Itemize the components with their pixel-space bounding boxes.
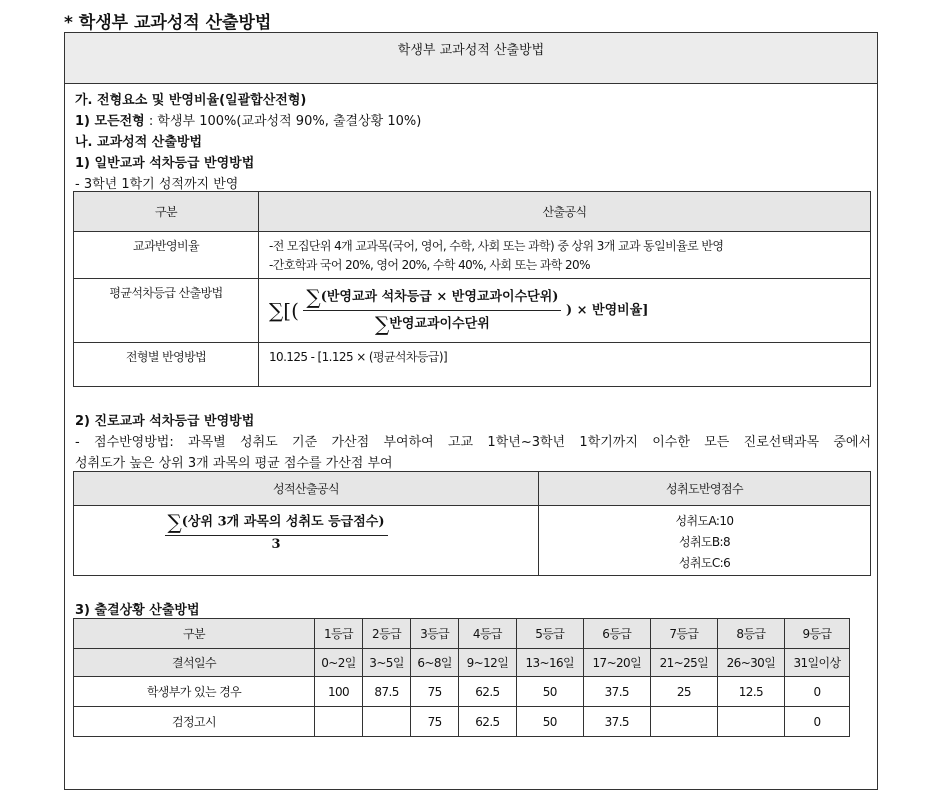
score-cell: 75 bbox=[411, 677, 459, 707]
career-fraction bbox=[165, 510, 388, 552]
attendance-table bbox=[73, 618, 850, 737]
frame-header: 학생부 교과성적 산출방법 bbox=[65, 33, 877, 84]
absence-days: 26~30일 bbox=[717, 649, 784, 677]
avg-grade-denominator bbox=[303, 311, 561, 336]
absence-days: 6~8일 bbox=[411, 649, 459, 677]
absence-days: 21~25일 bbox=[650, 649, 717, 677]
career-formula bbox=[74, 506, 539, 576]
all-admission-line bbox=[75, 110, 421, 129]
score-cell: 0 bbox=[784, 677, 849, 707]
table1-header-category: 구분 bbox=[74, 192, 259, 232]
grade-header: 4등급 bbox=[459, 619, 517, 649]
table1-avg-label: 평균석차등급 산출방법 bbox=[74, 279, 259, 343]
table1-method-label: 전형별 반영방법 bbox=[74, 343, 259, 387]
absence-days: 9~12일 bbox=[459, 649, 517, 677]
grade-header: 9등급 bbox=[784, 619, 849, 649]
career-subject-note-2: 성취도가 높은 상위 3개 과목의 평균 점수를 가산점 부여 bbox=[75, 456, 393, 471]
content-frame bbox=[64, 32, 878, 790]
score-cell: 50 bbox=[516, 677, 583, 707]
avg-grade-numerator bbox=[303, 285, 561, 311]
score-cell: 50 bbox=[516, 707, 583, 737]
section-a-title: 가. 전형요소 및 반영비율(일괄합산전형) bbox=[75, 93, 307, 108]
table-row bbox=[74, 707, 850, 737]
table1-method-value: 10.125 - [1.125 × (평균석차등급)] bbox=[259, 343, 871, 387]
table1-header-formula: 산출공식 bbox=[259, 192, 871, 232]
table1-ratio-line1: -전 모집단위 4개 교과목(국어, 영어, 수학, 사회 또는 과학) 중 상위 3개 교과 동일비율로 반영 bbox=[269, 239, 724, 253]
sum-symbol: ∑[( bbox=[269, 298, 299, 323]
denominator-text: 반영교과이수단위 bbox=[389, 316, 490, 332]
score-cell: 12.5 bbox=[717, 677, 784, 707]
grade-header: 3등급 bbox=[411, 619, 459, 649]
general-subject-note: - 3학년 1학기 성적까지 반영 bbox=[75, 177, 239, 192]
score-cell: 25 bbox=[650, 677, 717, 707]
table2-header-score: 성취도반영점수 bbox=[539, 472, 871, 506]
absence-days: 13~16일 bbox=[516, 649, 583, 677]
career-numerator bbox=[165, 510, 388, 536]
career-subject-title: 2) 진로교과 석차등급 반영방법 bbox=[75, 414, 255, 429]
score-cell: 37.5 bbox=[583, 707, 650, 737]
numerator-text: (반영교과 석차등급 × 반영교과이수단위) bbox=[320, 289, 559, 305]
row-label-school-record: 학생부가 있는 경우 bbox=[74, 677, 315, 707]
score-b: 성취도B:8 bbox=[678, 534, 731, 549]
absence-label: 결석일수 bbox=[74, 649, 315, 677]
absence-days: 0~2일 bbox=[315, 649, 363, 677]
sum-symbol: ∑ bbox=[375, 312, 390, 336]
general-subject-table bbox=[73, 191, 871, 387]
achievement-score-cell bbox=[539, 506, 871, 576]
score-cell bbox=[315, 707, 363, 737]
all-admission-label: 1) 모든전형 bbox=[75, 114, 145, 129]
general-subject-title: 1) 일반교과 석차등급 반영방법 bbox=[75, 156, 255, 171]
table-row bbox=[74, 677, 850, 707]
table1-ratio-line2: -간호학과 국어 20%, 영어 20%, 수학 40%, 사회 또는 과학 20% bbox=[269, 258, 590, 272]
career-denominator: 3 bbox=[271, 537, 281, 552]
avg-grade-fraction bbox=[303, 285, 561, 336]
score-cell bbox=[717, 707, 784, 737]
sum-symbol: ∑ bbox=[167, 510, 182, 534]
score-cell bbox=[363, 707, 411, 737]
career-numerator-text: (상위 3개 과목의 성취도 등급점수) bbox=[181, 514, 385, 530]
absence-days: 17~20일 bbox=[583, 649, 650, 677]
row-label-ged: 검정고시 bbox=[74, 707, 315, 737]
absence-days: 31일이상 bbox=[784, 649, 849, 677]
score-cell bbox=[650, 707, 717, 737]
grade-header: 7등급 bbox=[650, 619, 717, 649]
career-subject-note-1: - 점수반영방법: 과목별 성취도 기준 가산점 부여하여 고교 1학년~3학년 1학기까지 이수한 모든 진로선택과목 중에서 bbox=[75, 435, 871, 450]
score-a: 성취도A:10 bbox=[675, 513, 734, 528]
table3-header-category: 구분 bbox=[74, 619, 315, 649]
page-title: * 학생부 교과성적 산출방법 bbox=[64, 13, 272, 33]
absence-days: 3~5일 bbox=[363, 649, 411, 677]
table1-ratio-label: 교과반영비율 bbox=[74, 232, 259, 279]
score-c: 성취도C:6 bbox=[678, 555, 731, 570]
grade-header: 1등급 bbox=[315, 619, 363, 649]
grade-header: 8등급 bbox=[717, 619, 784, 649]
grade-header: 5등급 bbox=[516, 619, 583, 649]
score-cell: 87.5 bbox=[363, 677, 411, 707]
avg-grade-tail: ) × 반영비율] bbox=[565, 303, 649, 318]
grade-header: 6등급 bbox=[583, 619, 650, 649]
score-cell: 0 bbox=[784, 707, 849, 737]
section-b-title: 나. 교과성적 산출방법 bbox=[75, 135, 203, 150]
avg-grade-formula bbox=[259, 279, 871, 343]
career-subject-table bbox=[73, 471, 871, 576]
grade-header: 2등급 bbox=[363, 619, 411, 649]
table2-header-formula: 성적산출공식 bbox=[74, 472, 539, 506]
score-cell: 75 bbox=[411, 707, 459, 737]
score-cell: 62.5 bbox=[459, 707, 517, 737]
score-cell: 100 bbox=[315, 677, 363, 707]
sum-symbol: ∑ bbox=[306, 285, 321, 309]
score-cell: 37.5 bbox=[583, 677, 650, 707]
score-cell: 62.5 bbox=[459, 677, 517, 707]
table1-ratio-cell bbox=[259, 232, 871, 279]
attendance-title: 3) 출결상황 산출방법 bbox=[75, 603, 200, 618]
all-admission-detail: : 학생부 100%(교과성적 90%, 출결상황 10%) bbox=[144, 114, 422, 129]
